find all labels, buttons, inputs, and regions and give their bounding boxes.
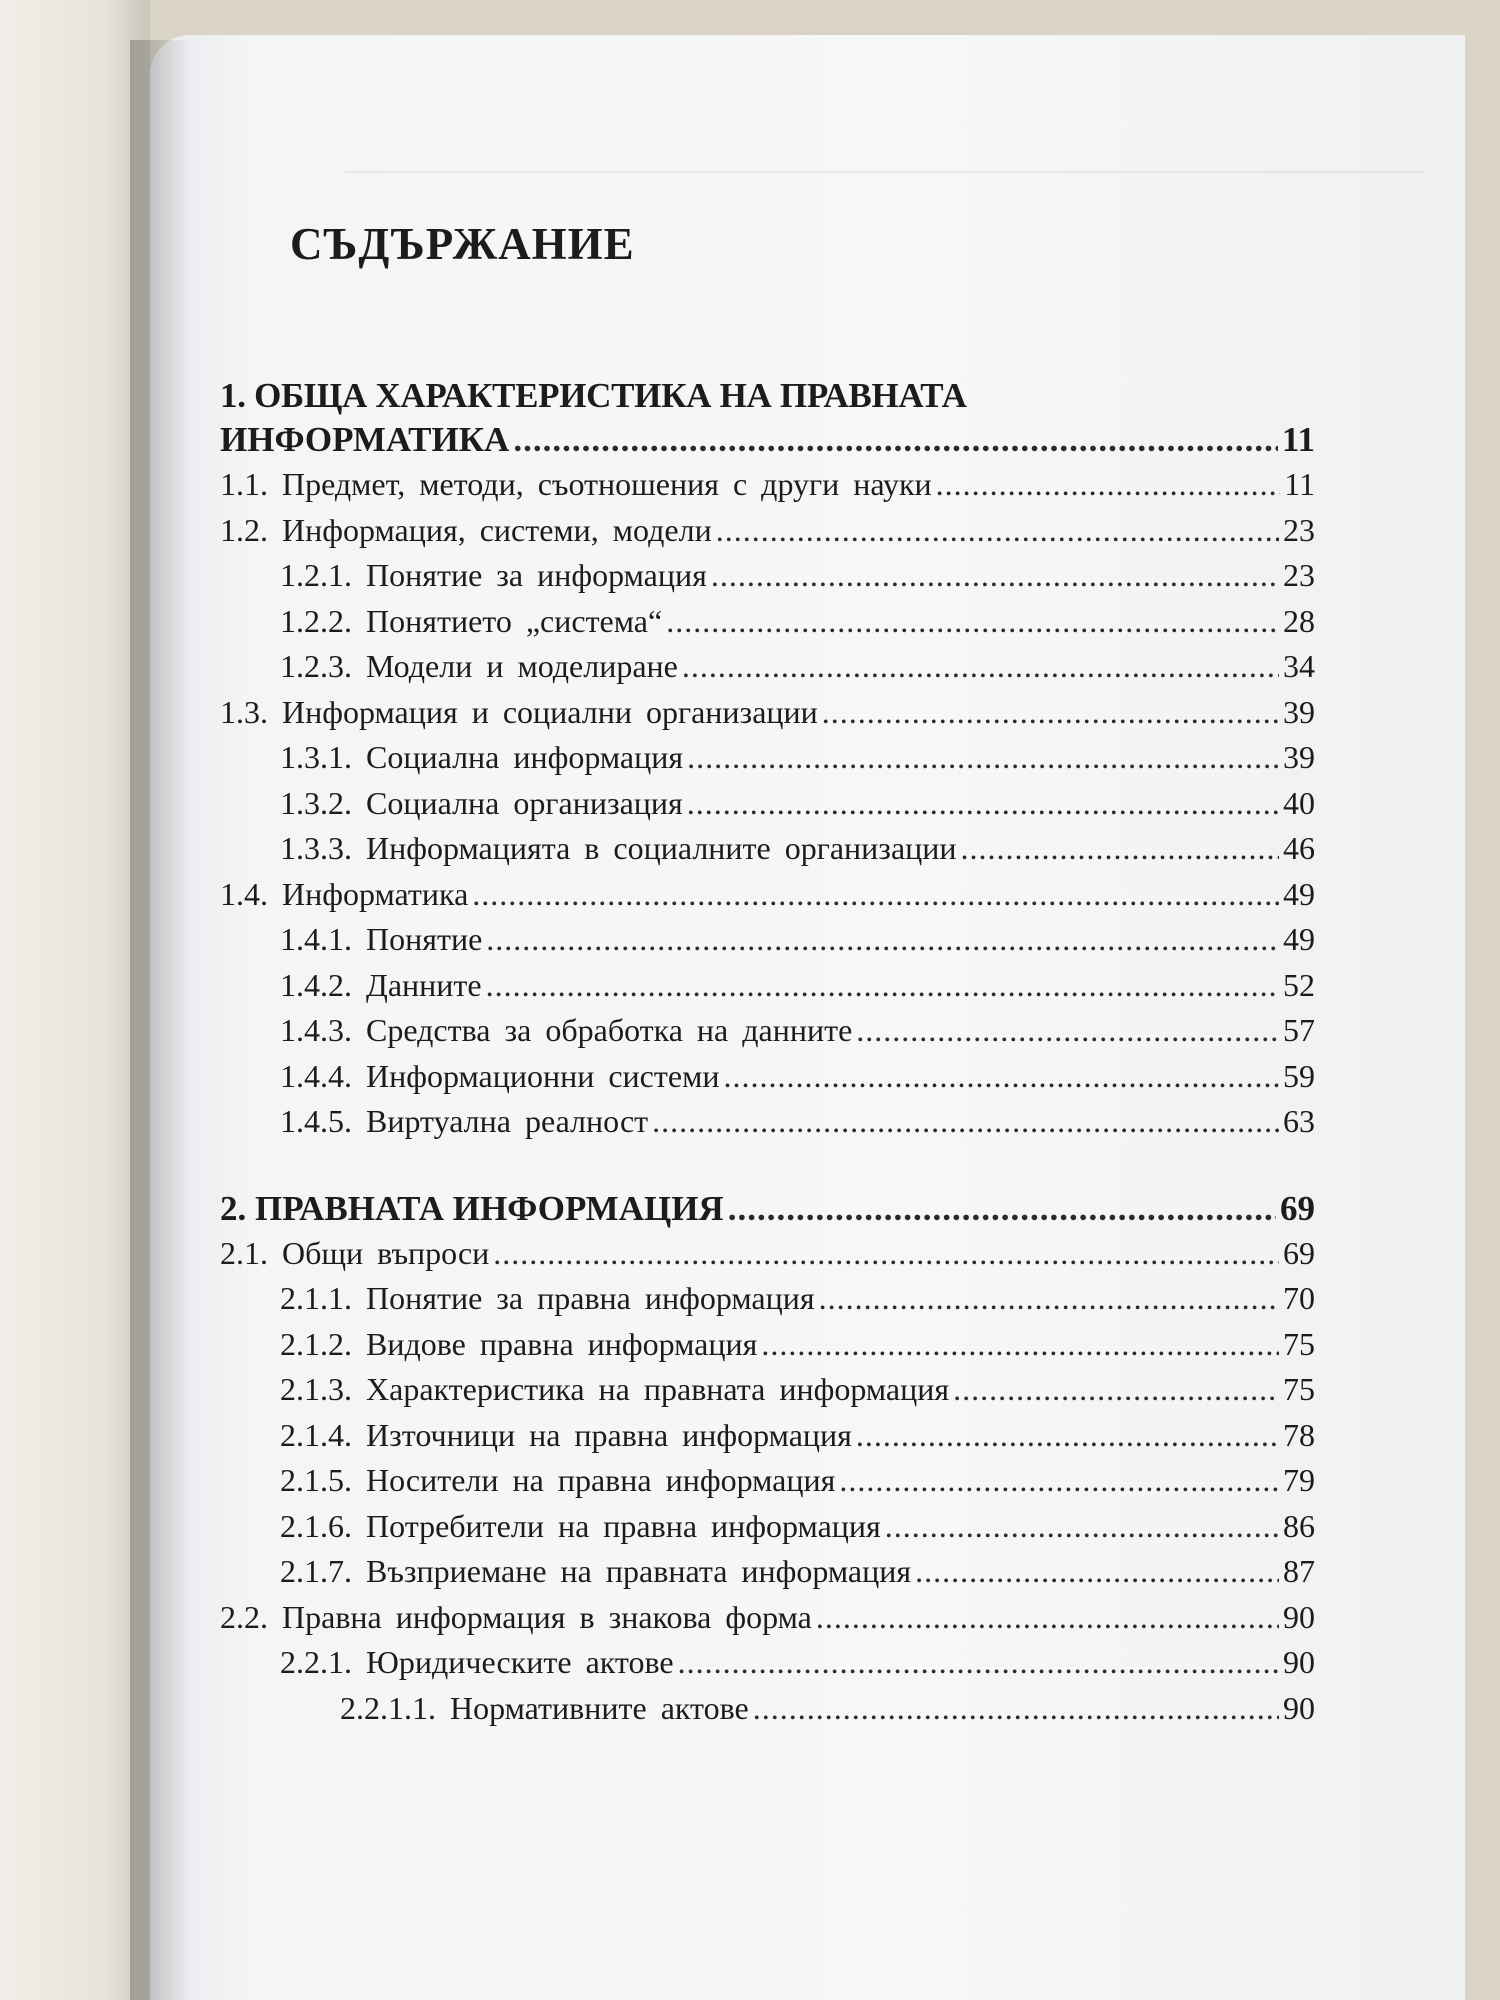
dot-leader (687, 781, 1279, 827)
chapter-page-number: 69 (1280, 1188, 1315, 1228)
toc-entry-page-number: 70 (1283, 1280, 1315, 1316)
dot-leader (666, 599, 1279, 645)
toc-entry-page-number: 69 (1283, 1234, 1315, 1271)
toc-entry (220, 1276, 1315, 1322)
toc-entry-page-number: 28 (1283, 602, 1315, 639)
toc-entry-page-number: 90 (1283, 1598, 1315, 1635)
toc-entry-page-number: 49 (1283, 875, 1315, 912)
toc-entry (220, 1322, 1315, 1368)
dot-leader (682, 644, 1279, 690)
dot-leader (486, 917, 1279, 963)
dot-leader (472, 872, 1279, 918)
dot-leader (816, 1595, 1279, 1641)
toc-entry (220, 1458, 1315, 1504)
toc-entry-label: 1.1. Предмет, методи, съотношения с други науки (220, 466, 932, 502)
table-of-contents (220, 218, 1315, 1731)
toc-entry-label: 1.3.2. Социална организация (280, 784, 683, 821)
dot-leader (915, 1549, 1279, 1595)
toc-entry (220, 644, 1315, 690)
toc-entry-label: 1.4.3. Средства за обработка на данните (280, 1012, 853, 1048)
chapter-heading (220, 418, 1315, 462)
toc-entry (220, 1008, 1315, 1054)
toc-entry-label: 2.1. Общи въпроси (220, 1234, 490, 1271)
dot-leader (856, 1008, 1279, 1054)
toc-entry-label: 1.2.1. Понятие за информация (280, 557, 707, 593)
bleed-through-header (345, 165, 1425, 173)
toc-entry-page-number: 86 (1283, 1507, 1315, 1544)
toc-entry-page-number: 63 (1283, 1103, 1315, 1139)
toc-entry (220, 826, 1315, 872)
toc-entry-page-number: 75 (1283, 1325, 1315, 1362)
toc-entry-page-number: 59 (1283, 1057, 1315, 1094)
toc-entry-page-number: 39 (1283, 693, 1315, 730)
toc-entry-label: 1.4. Информатика (220, 875, 469, 912)
toc-entry-page-number: 87 (1283, 1553, 1315, 1589)
toc-entry (220, 690, 1315, 736)
toc-entry-label: 2.2. Правна информация в знакова форма (220, 1598, 812, 1635)
dot-leader (716, 508, 1279, 554)
toc-entry (220, 1504, 1315, 1550)
toc-entry (220, 462, 1315, 508)
toc-entry-label: 1.4.4. Информационни системи (280, 1057, 720, 1094)
toc-entry-page-number: 40 (1283, 784, 1315, 821)
toc-entry-page-number: 46 (1283, 830, 1315, 866)
toc-entry (220, 1231, 1315, 1277)
toc-section (220, 1187, 1315, 1732)
toc-entry-label: 1.3.3. Информацията в социалните организации (280, 830, 957, 866)
toc-entry-label: 2.1.1. Понятие за правна информация (280, 1280, 815, 1316)
dot-leader (723, 1054, 1279, 1100)
dot-leader (761, 1322, 1279, 1368)
toc-entry (220, 1549, 1315, 1595)
toc-entry-label: 2.1.5. Носители на правна информация (280, 1462, 836, 1498)
toc-entry-label: 1.4.5. Виртуална реалност (280, 1103, 649, 1139)
toc-entry-label: 2.1.6. Потребители на правна информация (280, 1507, 881, 1544)
toc-entry (220, 1686, 1315, 1732)
toc-entry-label: 2.1.2. Видове правна информация (280, 1325, 758, 1362)
toc-entry (220, 735, 1315, 781)
dot-leader (513, 418, 1278, 462)
toc-entry-label: 1.4.2. Данните (280, 966, 482, 1003)
dot-leader (711, 553, 1279, 599)
toc-entry-label: 1.2.3. Модели и моделиране (280, 648, 678, 684)
dot-leader (936, 462, 1281, 508)
toc-entry (220, 1640, 1315, 1686)
toc-entry-page-number: 23 (1283, 557, 1315, 593)
toc-entry-label: 2.1.4. Източници на правна информация (280, 1416, 852, 1453)
toc-entry-label: 1.4.1. Понятие (280, 921, 483, 957)
toc-entry (220, 1054, 1315, 1100)
dot-leader (885, 1504, 1279, 1550)
dot-leader (822, 690, 1279, 736)
dot-leader (819, 1276, 1279, 1322)
dot-leader (728, 1187, 1276, 1231)
toc-entry-label: 2.1.3. Характеристика на правната информация (280, 1371, 950, 1407)
dot-leader (687, 735, 1279, 781)
toc-entry-label: 2.2.1.1. Нормативните актове (340, 1689, 749, 1726)
dot-leader (493, 1231, 1279, 1277)
toc-entry-label: 2.2.1. Юридическите актове (280, 1644, 674, 1680)
spine-shadow (130, 40, 190, 2000)
dot-leader (652, 1099, 1279, 1145)
dot-leader (753, 1686, 1279, 1732)
toc-entry (220, 1413, 1315, 1459)
toc-entry (220, 781, 1315, 827)
toc-entry-page-number: 52 (1283, 966, 1315, 1003)
toc-entry-page-number: 90 (1283, 1689, 1315, 1726)
toc-entry-page-number: 90 (1283, 1644, 1315, 1680)
toc-entry-label: 1.3. Информация и социални организации (220, 693, 818, 730)
toc-entry-page-number: 75 (1283, 1371, 1315, 1407)
toc-entry-page-number: 11 (1284, 466, 1315, 502)
left-page-edge (0, 0, 150, 2000)
dot-leader (961, 826, 1279, 872)
toc-entry-page-number: 39 (1283, 739, 1315, 775)
toc-entry-page-number: 23 (1283, 511, 1315, 548)
toc-entry-label: 1.2. Информация, системи, модели (220, 511, 712, 548)
chapter-heading-label: 2. ПРАВНАТА ИНФОРМАЦИЯ (220, 1188, 724, 1228)
toc-entry-page-number: 49 (1283, 921, 1315, 957)
toc-entry (220, 599, 1315, 645)
chapter-heading-label: ИНФОРМАТИКА (220, 420, 510, 459)
chapter-heading (220, 1187, 1315, 1231)
toc-sections (220, 374, 1315, 1731)
toc-entry (220, 872, 1315, 918)
toc-entry (220, 1099, 1315, 1145)
toc-entry-page-number: 57 (1283, 1012, 1315, 1048)
toc-entry-label: 2.1.7. Възприемане на правната информация (280, 1553, 912, 1589)
toc-entry (220, 1367, 1315, 1413)
dot-leader (856, 1413, 1279, 1459)
chapter-page-number: 11 (1281, 420, 1315, 459)
toc-entry-page-number: 34 (1283, 648, 1315, 684)
toc-section (220, 374, 1315, 1145)
toc-entry-label: 1.3.1. Социална информация (280, 739, 684, 775)
toc-entry-label: 1.2.2. Понятието „система“ (280, 602, 663, 639)
dot-leader (839, 1458, 1279, 1504)
toc-title: СЪДЪРЖАНИЕ (290, 219, 635, 269)
chapter-heading-line: 1. ОБЩА ХАРАКТЕРИСТИКА НА ПРАВНАТА (220, 376, 967, 415)
dot-leader (953, 1367, 1279, 1413)
toc-entry-page-number: 78 (1283, 1416, 1315, 1453)
toc-entry (220, 553, 1315, 599)
toc-entry (220, 917, 1315, 963)
toc-entry (220, 1595, 1315, 1641)
toc-entry-page-number: 79 (1283, 1462, 1315, 1498)
toc-entry (220, 963, 1315, 1009)
dot-leader (486, 963, 1279, 1009)
toc-entry (220, 508, 1315, 554)
dot-leader (678, 1640, 1279, 1686)
